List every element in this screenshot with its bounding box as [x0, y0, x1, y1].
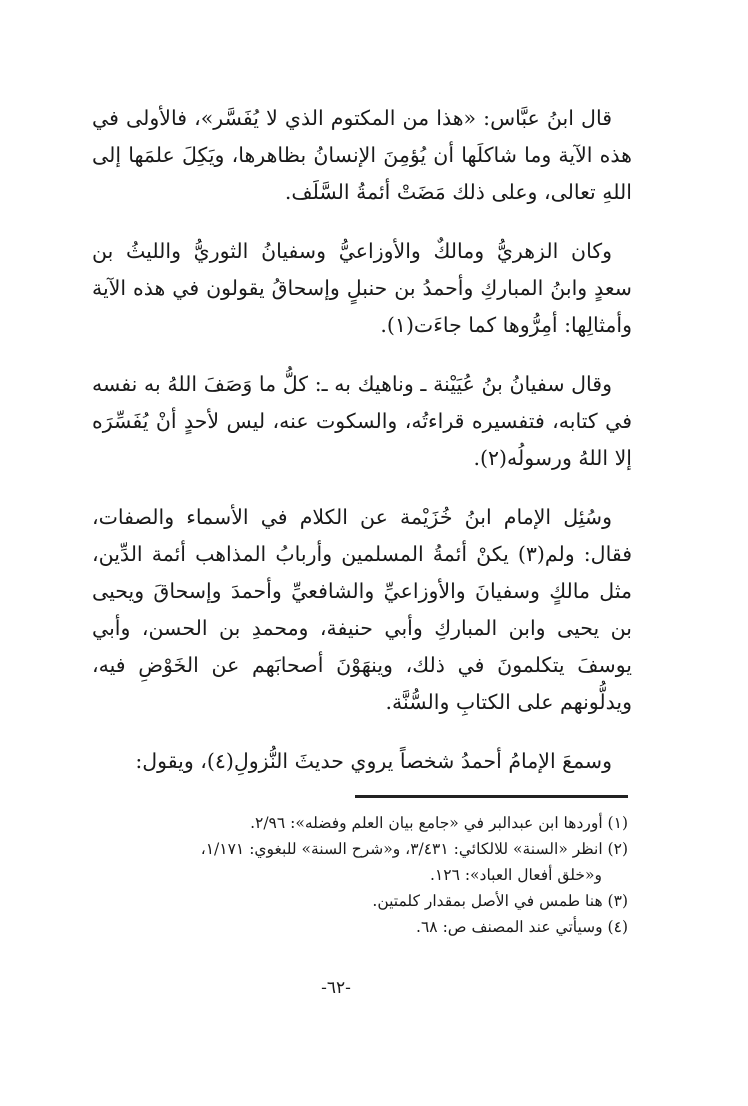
footnotes	[150, 810, 628, 940]
footnote-3: (٣) هنا طمس في الأصل بمقدار كلمتين.	[372, 892, 628, 910]
paragraph-salaf-scholars: وكان الزهريُّ ومالكٌ والأوزاعيُّ وسفيانُ الثوريُّ والليثُ بن سعدٍ وابنُ المباركِ وأحمدُ بن حنبلٍ وإسحاقُ يقولون في هذه الآية وأمثالِها: أمِرُّوها كما جاءَت(١).	[92, 239, 632, 337]
footnote-2-continued: و«خلق أفعال العباد»: ١٢٦.	[429, 866, 602, 884]
main-text	[92, 100, 632, 780]
footnote-1: (١) أوردها ابن عبدالبر في «جامع بيان العلم وفضله»: ٢/٩٦.	[250, 814, 628, 832]
footnote-2: (٢) انظر «السنة» للالكائي: ٣/٤٣١، و«شرح السنة» للبغوي: ١/١٧١،	[200, 840, 628, 858]
footnote-separator	[355, 795, 628, 798]
footnote-4: (٤) وسيأتي عند المصنف ص: ٦٨.	[416, 918, 628, 936]
paragraph-imam-ahmad: وسمعَ الإمامُ أحمدُ شخصاً يروي حديثَ النُّزولِ(٤)، ويقول:	[135, 749, 612, 773]
paragraph-ibn-abbas: قال ابنُ عبَّاس: «هذا من المكتوم الذي لا يُفَسَّر»، فالأولى في هذه الآية وما شاكلَها أن يُؤمِنَ الإنسانُ بظاهرها، ويَكِلَ علمَها إلى اللهِ تعالى، وعلى ذلك مَضَتْ أئمةُ السَّلَف.	[92, 106, 632, 204]
paragraph-ibn-khuzaymah: وسُئِل الإمام ابنُ خُزَيْمة عن الكلام في الأسماء والصفات، فقال: ولم(٣) يكنْ أئمةُ المسلمين وأربابُ المذاهب أئمة الدِّين، مثل مالكٍ وسفيانَ والأوزاعيِّ والشافعيِّ وأحمدَ وإسحاقَ ويحيى بن يحيى وابن المباركِ وأبي حنيفة، ومحمدِ بن الحسن، وأبي يوسفَ يتكلمونَ في ذلك، وينهَوْنَ أصحابَهم عن الخَوْضِ فيه، ويدلُّونهم على الكتابِ والسُّنَّة.	[92, 505, 632, 714]
paragraph-sufyan-ibn-uyaynah: وقال سفيانُ بنُ عُيَيْنة ـ وناهيك به ـ: كلُّ ما وَصَفَ اللهُ به نفسه في كتابه، فتفسيره قراءتُه، والسكوت عنه، ليس لأحدٍ أنْ يُفَسِّرَه إلا اللهُ ورسولُه(٢).	[92, 372, 632, 470]
page-number: -٦٢-	[321, 978, 351, 998]
